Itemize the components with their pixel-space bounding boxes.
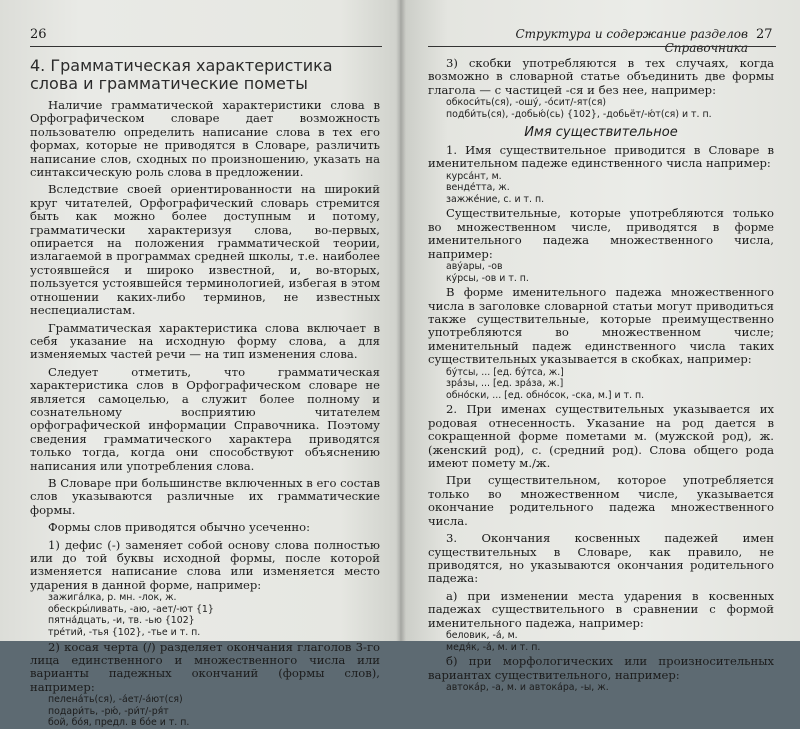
example-line: пелена́ть(ся), -а́ет/-а́ют(ся) [48, 694, 183, 706]
example-line: зра́зы, ... [ед. зра́за, ж.] [446, 378, 564, 390]
paragraph: а) при изменении места ударения в косвенных падежах существительного в сравнении с формой именительного падежа, например: [428, 588, 774, 630]
paragraph: В Словаре при большинстве включенных в его состав слов указываются различные их грамматические формы. [30, 475, 380, 517]
section-heading: 4. Грамматическая характеристика слова и грамматические пометы [30, 56, 333, 93]
paragraph: 3. Окончания косвенных падежей имен существительных в Словаре, как правило, не приводятся, но указываются окончания родительного падежа: [428, 531, 774, 586]
paragraph: Грамматическая характеристика слова включает в себя указание на исходную форму слова, а для изменяемых частей речи — на тип изменения слова. [30, 320, 380, 362]
paragraph: При существительном, которое употребляется только во множественном числе, указывается окончание родительного падежа множественного числа. [428, 473, 774, 528]
example-line: медя́к, -а́, м. и т. п. [446, 641, 541, 653]
example-line: курса́нт, м. [446, 170, 502, 182]
example-line: подари́ть, -рю́, -ри́т/-ря́т [48, 705, 169, 717]
page-number-left: 26 [30, 27, 47, 42]
example-line: бу́тсы, ... [ед. бу́тса, ж.] [446, 366, 564, 378]
example-line: обкоси́ть(ся), -ошу́, -о́сит/-ят(ся) [446, 97, 607, 109]
paragraph: 2. При именах существительных указывается их родовая отнесенность. Указание на род дается в сокращенной форме пометами м. (мужской род), ж. (женский род), с. (средний род). Слова общего рода имеют помету м./ж. [428, 402, 774, 471]
left-page-body [30, 57, 380, 729]
paragraph: Следует отметить, что грамматическая характеристика слов в Орфографическом словаре не является самоцелью, а служит более полному и сознательному восприятию читателем орфографической информации Справочника. Поэтому сведения грамматического характера приводятся только тогда, когда они способствуют объяснению написания или употребления слова. [30, 364, 380, 473]
example-line: обно́ски, ... [ед. обно́сок, -ска, м.] и т. п. [446, 389, 645, 401]
example-line: автока́р, -а, м. и автока́ра, -ы, ж. [446, 681, 609, 693]
example-line: обескры́ливать, -аю, -ает/-ют {1} [48, 603, 214, 615]
example-line: пятна́дцать, -и, тв. -ью {102} [48, 615, 195, 627]
example-line: подби́ть(ся), -добью́(сь) {102}, -добьёт/-ю́т(ся) и т. п. [446, 108, 712, 120]
paragraph: б) при морфологических или произносительных вариантах существительного, например: [428, 654, 774, 682]
example-line: венде́тта, ж. [446, 182, 510, 194]
paragraph: Вследствие своей ориентированности на широкий круг читателей, Орфографический словарь стремится быть как можно более доступным и потому, грамматически характеризуя слова, во-первых, опирается на положения грамматической теории, излагаемой в программах средней школы, т.е. наиболее устоявшейся и широко известной, и, во-вторых, пользуется устоявшейся терминологией, избегая в этом отношении каких-либо терминов, не известных неспециалистам. [30, 182, 380, 318]
example-line: зажига́лка, р. мн. -лок, ж. [48, 592, 177, 604]
paragraph: 1. Имя существительное приводится в Словаре в именительном падеже единственного числа например: [428, 142, 774, 171]
example-line: беловик, -а́, м. [446, 629, 518, 641]
paragraph: Формы слов приводятся обычно усеченно: [48, 520, 311, 535]
paragraph: В форме именительного падежа множественного числа в заголовке словарной статьи могут приводиться также существительные, которые преимущественно употребляются во множественном числе; именительный падеж единственного числа таких существительных указывается в скобках, например: [428, 285, 774, 367]
example-line: зажже́ние, с. и т. п. [446, 193, 545, 205]
paragraph: Существительные, которые употребляются только во множественном числе, приводятся в форме именительного падежа множественного числа, например: [428, 206, 774, 261]
book-gutter [396, 0, 406, 641]
right-page-body [428, 57, 774, 694]
paragraph: 3) скобки употребляются в тех случаях, когда возможно в словарной статье объединить две формы глагола — с частицей -ся и без нее, например: [428, 56, 774, 97]
example-line: аву́ары, -ов [446, 261, 503, 273]
subsection-title: Имя существительное [524, 125, 678, 141]
page-number-right: 27 [756, 27, 773, 42]
example-line: ку́рсы, -ов и т. п. [446, 272, 529, 284]
paragraph: Наличие грамматической характеристики слова в Орфографическом словаре дает возможность пользователю определить написание слова в тех его формах, которые не приводятся в Словаре, различить написание слов, сходных по произношению, указать на синтаксическую роль слова в предложении. [30, 98, 380, 180]
right-page [400, 0, 800, 693]
header-rule-left [30, 46, 382, 47]
paragraph: 2) косая черта (/) разделяет окончания глаголов 3-го лица единственного и множественного числа или варианты падежных окончаний (формы слов), например: [30, 639, 380, 694]
header-rule-right [428, 46, 776, 47]
example-line: бой, бо́я, предл. в бо́е и т. п. [48, 717, 190, 729]
running-head: Структура и содержание разделов Справочника [515, 27, 748, 55]
example-line: тре́тий, -тья {102}, -тье и т. п. [48, 627, 201, 638]
paragraph: 1) дефис (-) заменяет собой основу слова полностью или до той буквы исходной формы, после которой изменяется написание слова или изменяется место ударения в данной форме, например: [30, 537, 380, 592]
